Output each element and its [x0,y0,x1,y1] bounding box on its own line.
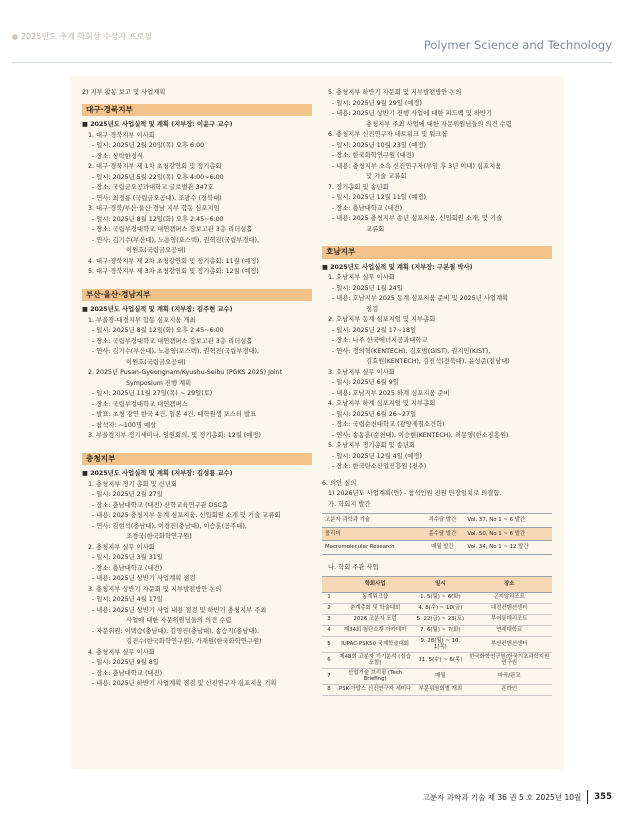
table-cell: 폴리머 [322,527,420,541]
text-line: - 일시: 2025년 5월 22일(목) 오후 4:00~6:00 [92,173,224,181]
table-header-cell: 일시 [414,577,466,593]
table-row [322,652,552,668]
table-cell: 3 [322,614,336,625]
text-line: 2. 대구·경북지부 제 1차 초청강연회 및 정기총회 [88,163,222,170]
text-line: - 참석자: ~100명 예상 [92,421,157,429]
text-line: - 일시: 2025년 12월 11일 (예정) [332,194,426,201]
footer-divider [587,790,588,804]
text-line: - 연사: 김기수(부산대), 노용영(포스텍), 권혁진(국립부경대), [92,348,259,355]
text-line: - 일시: 2025년 4월 17일 [92,596,163,603]
text-line: - 장소: 충남대학교 (대전) [332,204,403,212]
text-line: - 장소: 충남대학교 (대전) 산학교육연구관 DSC홀 [92,501,228,509]
section-head-honam: ■ 2025년도 사업실적 및 계획 (지부장: 구본철 박사) [322,263,552,274]
text-line: - 연사: 김기수(부산대), 노용영(포스텍), 권혁진(국립부경대), [92,236,259,244]
section-title-chung: 충청지부 [82,453,312,466]
text-line: - 자문위원: 이택승(충남대), 김영진(충남대), 송승기(충남대), [92,627,259,635]
text-line: - 내용: 2025년 하반기 사업계획 점검 및 신진연구자 심포지움 기획 [92,680,277,687]
table-cell: 4 [322,625,336,636]
section-head-daegu: ■ 2025년도 사업실적 및 계획 (지부장: 이윤구 교수) [82,120,312,131]
text-line: - 내용: 충청지부 소속 신진연구자(부임 후 3년 이내) 심포지움 [332,162,502,170]
table-cell: 6 [322,652,336,668]
text-line: 2. 2025년 Pusan-Gyeongnam/Kyushu-Seibu (PGKS 2025) Joint [88,369,283,376]
text-line: 6. 충청지부 신진연구자 네트워크 및 워크샵 [328,131,448,138]
chung-cont-lines [322,88,552,235]
text-line: - 일시: 2025년 6월 9일 [332,379,399,386]
text-line: - 장소: 한국화학연구원 (대전) [332,152,415,159]
agenda-sub-ga: 가. 학회지 발간 [328,500,371,508]
table-cell: 매월 발간 [420,541,464,555]
text-line: - 일시: 2025년 9월 8일 [92,659,159,666]
table-cell: 산업기술 브리핑 (Tech Briefing) [336,668,414,684]
text-line: 이원호(국립금오공대) [126,247,186,254]
agenda-sub-na: 나. 학회 주관 사업 [328,563,379,571]
page-footer [423,790,612,804]
footer-journal: 고분자 과학과 기술 제 36 권 5 호 2025년 10월 [422,792,582,802]
text-line: 점검 [366,305,379,313]
text-line: - 일시: 2025년 3월 31일 [92,554,163,561]
text-line: - 일시: 2025년 1월 24일 [332,284,403,292]
table-cell: 4. 8(수) ~ 10(금) [414,603,466,614]
text-line: - 일시: 2025년 2월 20일(목) 오후 6:00 [92,142,205,149]
table-cell: 곤지암리조트 [466,592,552,603]
text-line: 3. 호남지부 실무 이사회 [328,368,395,376]
header-journal-title: Polymer Science and Technology [423,38,612,52]
table-cell: 마곡/판교 [466,668,552,684]
text-line: 4. 호남지부 하계 심포지엄 및 지부총회 [328,400,436,407]
table-header-cell [322,577,336,593]
table-cell: Vol. 50, No 1 ~ 6 발간 [464,527,552,541]
table-cell: 춘계총회 및 학술대회 [336,603,414,614]
text-line: 5. 대구·경북지부 제 3차 초청강연회 및 정기총회: 12월 (예정) [88,268,259,275]
text-line: 김효원(KENTECH), 김진석(전북대), 윤성준(전남대) [366,358,510,365]
table-cell: 매월 [414,668,466,684]
table-cell: 부여롯데리조트 [466,614,552,625]
text-line: 5. 충청지부 하반기 자문회 및 지부발전방안 논의 [328,89,462,96]
text-line: 이원호(국립금오공대) [126,358,186,366]
text-line: - 연사: 최정룡 (국립금오공대), 조광수 (경북대) [92,194,222,202]
table-cell: 격수달 발간 [420,514,464,528]
table-cell: 대전컨벤션센터 [466,603,552,614]
table-cell: 1. 5(월) ~ 6(화) [414,592,466,603]
section-title-daegu: 대구·경북지부 [82,104,312,117]
text-line: 3. 대구·경북/부산·울산·경남 지부 합동 심포지엄 [88,205,220,212]
content-panel [70,76,564,769]
table-cell: PSK-아랍스 신진연구자 세미나 [336,684,414,695]
text-line: 4. 대구·경북지부 제 2차 초청강연회 및 정기총회: 11월 (예정) [88,257,259,265]
agenda-item1: 1) 2026년도 사업계획(안) - 참석인원 전원 만장일치로 의결함. [328,490,502,497]
table-cell: 2026 고분자 포럼 [336,614,414,625]
text-line: 2. 충청지부 실무 이사회 [88,543,155,551]
table-cell: IUPAC-PSK50 국제학술대회 [336,636,414,652]
header-divider [12,62,612,63]
table-cell: 부문위원회별 개최 [414,684,466,695]
section-title-honam: 호남지부 [322,246,552,259]
table-cell: 5 [322,636,336,652]
text-line: - 장소: 한국탄소산업진흥원 (전주) [332,463,427,470]
text-line: 충청지부 주최 사업에 대한 자문위원님들의 의견 수렴 [366,120,512,128]
table-cell: 1 [322,592,336,603]
text-line: - 내용: 2025 충청지부 송년 심포지움, 신입회원 소개, 및 기술 [332,215,503,222]
text-line: - 장소: 국립순천대학교 (광양제철소견학) [332,421,445,428]
table-cell: 연세대학교 [466,625,552,636]
text-line: 5. 호남지부 정기총회 및 송년회 [328,442,416,449]
journal-table [322,513,552,555]
text-line: 1. 대구·경북지부 이사회 [88,131,155,139]
table-cell: 2 [322,603,336,614]
text-line: - 장소: 충남대학교 (대전) [92,564,163,572]
table-row [322,541,552,555]
text-line: 7. 정기총회 및 송년회 [328,183,389,191]
text-line: 3. 부울경지부 정기세미나, 임원회의, 및 정기총회: 12월 (예정) [88,432,261,439]
text-line: - 장소: 상락한정식 [92,152,143,160]
text-line: Symposium 진행 계획 [126,379,192,387]
table-cell: Vol. 37, No 1 ~ 6 발간 [464,514,552,528]
text-line: - 일시: 2025년 6월 26~27일 [332,410,417,418]
text-line: - 연사: 김현석(충남대), 이경진(충남대), 이승훈(공주대), [92,522,247,530]
table-row [322,592,552,603]
table-cell: 9. 28(월) ~ 10. 1(목) [414,636,466,652]
table-cell: 동계워크샵 [336,592,414,603]
text-line: - 일시: 2025년 2월 27일 [92,491,163,498]
section-head-chung: ■ 2025년도 사업실적 및 계획 (지부장: 김성룡 교수) [82,469,312,480]
section-head-busan: ■ 2025년도 사업실적 및 계획 (지부장: 김주현 교수) [82,305,312,316]
chung-lines [82,480,312,690]
events-table [322,576,552,696]
text-line: - 일시: 2025년 12월 4일 (예정) [332,452,422,460]
text-line: - 내용: 호남지부 2025 동계 심포지움 준비 및 2025년 사업계획 [332,295,509,302]
text-line: - 장소: 국립부경대학교 대연캠퍼스 장보고관 3층 리더섬홀 [92,226,253,233]
page-number: 355 [594,792,612,802]
table-cell: 7 [322,668,336,684]
table-cell: 8 [322,684,336,695]
text-line: 4. 충청지부 실무 이사회 [88,648,155,656]
table-cell: 11. 5(수) ~ 6(목) [414,652,466,668]
table-row [322,514,552,528]
text-line: - 내용: 2025 충청지부 동계 심포지움, 신입회원 소개 및 기술 교류회 [92,512,281,519]
table-header-cell: 장소 [466,577,552,593]
agenda-title: 6. 의안 심의 [322,479,357,487]
right-column [322,88,552,696]
table-cell: 7. 6(월) ~ 7(화) [414,625,466,636]
text-line: - 내용: 2025년 상반기 진행 사업에 대한 피드백 및 하반기 [332,110,493,117]
text-line: - 내용: 2025년 상반기 사업계획 점검 [92,575,196,582]
text-line: 사업에 대한 자문위원님들의 의견 수렴 [126,617,232,624]
table-row [322,636,552,652]
table-cell: 홀수달 발간 [420,527,464,541]
intro-heading: 2) 지부 활동 보고 및 사업계획 [82,89,166,96]
table-row [322,668,552,684]
text-line: - 내용: 2025년 상반기 사업 내용 점검 및 하반기 충청지부 주최 [92,606,267,614]
text-line: - 일시: 2025년 2월 17~18일 [332,326,417,334]
table-row [322,684,552,695]
text-line: - 일시: 2025년 8월 12일(화) 오후 2:45~6:00 [92,327,224,334]
header-section-label: 2025년도 추계 학회상 수상자 프로필 [12,31,152,42]
table-cell: 온라인 [466,684,552,695]
table-row [322,614,552,625]
text-line: - 장소: 국립부경대학교 대연캠퍼스 [92,400,188,408]
table-cell: 제48회 고분자 기기분석 (실습포함) [336,652,414,668]
table-cell: 고분자 과학과 기술 [322,514,420,528]
table-row [322,625,552,636]
text-line: 3. 충청지부 상반기 자문회 및 지부발전방안 논의 [88,585,222,593]
table-header-cell: 학회사업 [336,577,414,593]
table-cell: 부산컨벤션센터 [466,636,552,652]
text-line: - 장소: 충남대학교 (대전) [92,669,163,677]
table-cell: Macromolecular Research [322,541,420,555]
text-line: - 연사: 송동훈(순천대), 이승현(KENTECH), 허몽영(한소진흥원) [332,431,509,439]
text-line: - 연사: 정의혁(KENTECH), 김호범(GIST), 권지민(KIST), [332,347,491,355]
text-line: 1. 부울경-대경지부 합동 심포지움 개최 [88,316,196,324]
text-line: - 발표: 초청 강연 한국 4건, 일본 4건, 대학원생 포스터 발표 [92,411,257,418]
text-line: 조경국(한국화학연구원) [126,533,192,540]
text-line: - 일시: 2025년 11월 27일(목) ~ 29일(토) [92,390,213,397]
text-line: 1. 충청지부 정기 총회 및 신년회 [88,480,178,488]
table-cell: 한국화학연구원/한국기초과학지원연구원 [466,652,552,668]
text-line: 및 기술 교류회 [366,173,407,180]
text-line: - 장소: 국립금오공과대학교 글로벌관 347호 [92,184,214,191]
table-cell: Vol. 34, No 1 ~ 12 발간 [464,541,552,555]
text-line: - 내용: 호남지부 2025 하계 심포지움 준비 [332,389,450,397]
table-row [322,603,552,614]
left-column [82,88,312,690]
busan-lines [82,316,312,442]
honam-lines [322,273,552,473]
table-cell: 5. 22(금) ~ 23(토) [414,614,466,625]
text-line: 김진수(한국화학연구원), 가재원(한국화학연구원) [126,638,262,645]
text-line: - 장소: 국립부경대학교 대연캠퍼스 장보고관 3층 리더섬홀 [92,337,253,345]
text-line: 교류회 [366,225,385,233]
section-title-busan: 부산·울산·경남지부 [82,289,312,302]
table-cell: 제34회 첨단소재 아카데미 [336,625,414,636]
text-line: - 장소: 나주 한국에너지공과대학교 [332,337,428,344]
daegu-lines [82,131,312,278]
text-line: - 일시: 2025년 8월 12일(화) 오후 2:45~6:00 [92,215,224,223]
text-line: - 일시: 2025년 9월 29일 (예정) [332,99,422,107]
text-line: - 일시: 2025년 10월 23일 (예정) [332,141,426,149]
text-line: 1. 호남지부 실무 이사회 [328,274,395,281]
table-row [322,527,552,541]
text-line: 2. 호남지부 동계 심포지엄 및 지부총회 [328,316,436,323]
